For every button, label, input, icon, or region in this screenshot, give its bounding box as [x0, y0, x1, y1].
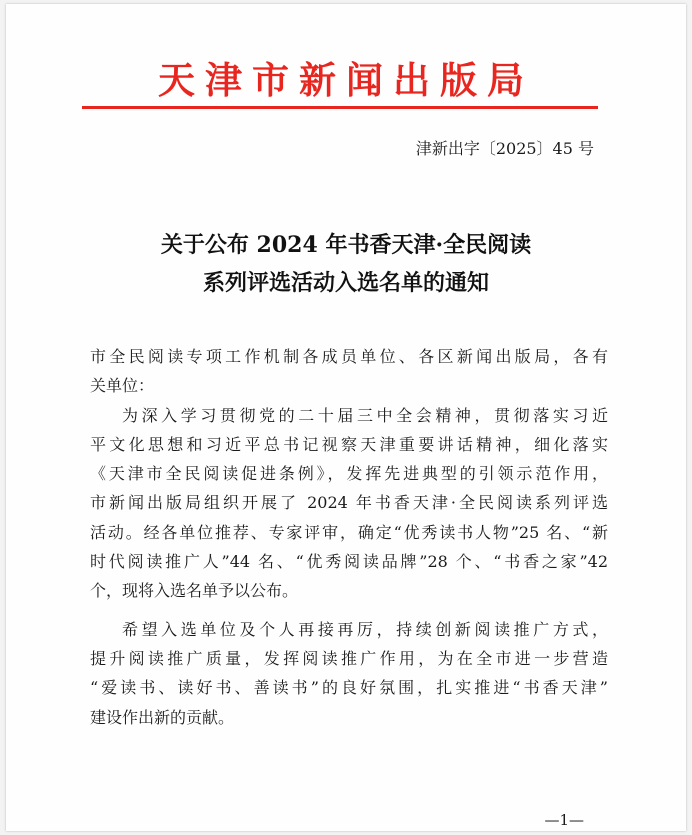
title-line: 系列评选活动入选名单的通知 — [202, 270, 489, 296]
paragraph-line: 平文化思想和习近平总书记视察天津重要讲话精神，细化落实 — [90, 434, 608, 454]
title-line: 关于公布 2024 年书香天津·全民阅读 — [160, 232, 532, 258]
document-body — [90, 342, 608, 732]
document-page — [6, 4, 686, 831]
document-title — [6, 226, 686, 302]
paragraph-line: 活动。经各单位推荐、专家评审，确定“优秀读书人物”25 名、“新 — [90, 522, 608, 542]
paragraph-line: 建设作出新的贡献。 — [90, 707, 235, 727]
letterhead-agency-name: 天津市新闻出版局 — [158, 58, 534, 102]
paragraph-line: 希望入选单位及个人再接再厉，持续创新阅读推广方式， — [122, 619, 608, 639]
paragraph-line: “爱读书、读好书、善读书”的良好氛围，扎实推进“书香天津” — [90, 678, 608, 698]
paragraph-line: 时代阅读推广人”44 名、“优秀阅读品牌”28 个、“书香之家”42 — [90, 552, 608, 572]
letterhead-red-rule — [82, 106, 598, 109]
paragraph-line: 提升阅读推广质量，发挥阅读推广作用，为在全市进一步营造 — [90, 648, 608, 668]
salutation-line: 市全民阅读专项工作机制各成员单位、各区新闻出版局，各有 — [90, 347, 608, 366]
salutation-line: 关单位： — [90, 376, 155, 396]
paragraph-line: 《天津市全民阅读促进条例》，发挥先进典型的引领示范作用， — [90, 464, 608, 484]
paragraph-line: 市新闻出版局组织开展了 2024 年书香天津·全民阅读系列评选 — [90, 493, 608, 513]
document-number: 津新出字〔2025〕45 号 — [415, 139, 594, 158]
page-number: —1— — [544, 811, 584, 829]
paragraph-line: 个，现将入选名单予以公布。 — [90, 581, 299, 601]
paragraph-line: 为深入学习贯彻党的二十届三中全会精神，贯彻落实习近 — [122, 405, 608, 425]
